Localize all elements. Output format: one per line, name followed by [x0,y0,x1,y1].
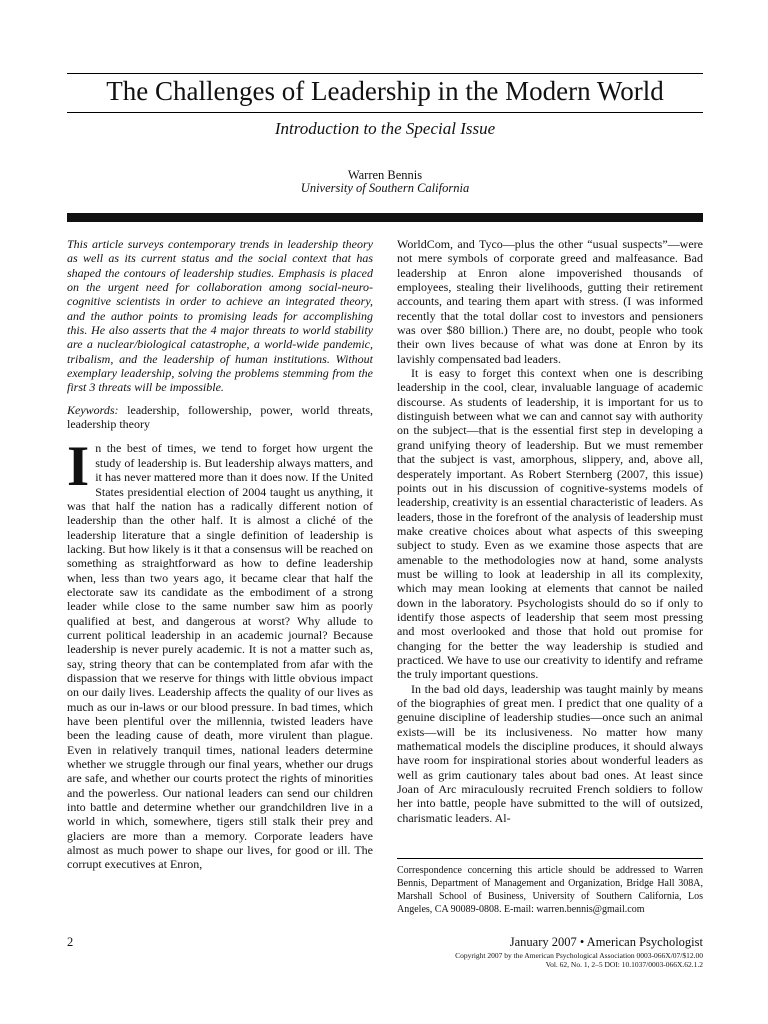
article-subtitle: Introduction to the Special Issue [274,119,496,138]
intro-text: n the best of times, we tend to forget how urgent the study of leadership is. But leadership always matters, and it has never mattered more than it does now. If the United States presidential election of 2004 taught us anything, it was that half the nation has a radically different notion of leadership than the other half. It is almost a cliché of the leadership literature that a single definition of leadership is lacking. But how likely is it that a consensus will be reached on something as straightforward as how to define leadership when, less than two years ago, it became clear that half the electorate saw its candidate as the embodiment of a strong leader while close to the same number saw him as poorly qualified at best, and dangerous at worst? Why allude to current political leadership in an academic journal? Because leadership is never purely academic. It is not a matter such as, say, string theory that can be contemplated from afar with the dispassion that we reserve for things with little obvious impact on our daily lives. Leadership affects the quality of our lives as much as our in-laws or our blood pressure. In bad times, which have been plentiful over the millennia, twisted leaders have been the leading cause of death, more virulent than plague. Even in relatively tranquil times, national leaders determine whether we struggle through our final years, whether our drugs are safe, and whether our courts protect the rights of minorities and the powerless. Our national leaders can send our children into battle and determine whether our grandchildren live in a world in which, somewhere, tigers still stalk their prey and glaciers are more than a memory. Corporate leaders have almost as much power to shape our lives, for good or ill. The corrupt executives at Enron, [67,441,373,872]
left-column [67,237,373,872]
right-column [397,237,703,825]
page-number: 2 [67,935,74,949]
journal-info: January 2007 • American Psychologist [509,935,703,949]
body-paragraph: In the bad old days, leadership was taught mainly by means of the biographies of great men. I predict that one quality of a genuine discipline of leadership studies—once such an animal exists—will be its inclusiveness. No matter how many mathematical models the discipline produces, it should always have room for inspirational stories about wonderful leaders as well as grim cautionary tales about bad ones. At least since Joan of Arc miraculously recruited French soldiers to follow her into battle, people have submitted to the will of outsized, charismatic leaders. Al- [397,681,703,825]
article-title: The Challenges of Leadership in the Modern World [106,76,664,106]
correspondence-footnote: Correspondence concerning this article should be addressed to Warren Bennis, Department of Management and Organization, Bridge Hall 308A, Marshall School of Business, University of Southern California, Los Angeles, CA 90089-0808. E-mail: warren.bennis@gmail.com [397,858,703,916]
body-paragraph: WorldCom, and Tyco—plus the other “usual suspects”—were not mere symbols of corporate greed and malfeasance. Bad leadership at Enron alone impoverished thousands of employees, stealing their livelihoods, gutting their retirement accounts, and tearing them apart with stress. (I was informed recently that the total dollar cost to investors and pensioners was over $80 billion.) There are, no doubt, people who took their own lives because of what was done at Enron by its lavishly compensated bad leaders. [397,237,703,366]
author-name: Warren Bennis [347,168,423,182]
keywords-label: Keywords: [67,402,119,417]
header-divider-bar [67,213,703,222]
copyright-info [455,951,703,969]
doi-line: Vol. 62, No. 1, 2–5 DOI: 10.1037/0003-066X.62.1.2 [545,960,703,969]
body-paragraph: It is easy to forget this context when one is describing leadership in the cool, clear, invaluable language of academic discourse. As students of leadership, it is important for us to distinguish between what we can and cannot say with authority on the subject—that is the essential first step in developing a grand unifying theory of leadership. But we must remember that the subject is vast, amorphous, slippery, and, above all, desperately important. As Robert Sternberg (2007, this issue) points out in his discussion of cognitive-systems models of leadership, creativity is an essential characteristic of leaders. As leaders, those in the forefront of the analysis of leadership must make creative choices about what aspects of this sweeping subject to study. Even as we examine those aspects that are amenable to the methodologies now at hand, some analysts must be willing to look at leadership in all its complexity, which may mean looking at elements that cannot be nailed down in the laboratory. Psychologists should do so if only to identify those aspects of leadership that seem most pressing and most overlooked and those that hold out promise for changing for the better the way leadership is studied and practiced. We have to use our creativity to identify and reframe the truly important questions. [397,366,703,682]
intro-paragraph [67,435,373,872]
keywords [67,403,373,432]
top-rule [67,73,703,74]
abstract: This article surveys contemporary trends in leadership theory as well as its current status and the social context that has shaped the contours of leadership studies. Emphasis is placed on the urgent need for collaboration among social-neuro-cognitive scientists in order to achieve an integrated theory, and the author points to promising leads for accomplishing this. He also asserts that the 4 major threats to world stability are a nuclear/biological catastrophe, a world-wide pandemic, tribalism, and the leadership of human institutions. Without exemplary leadership, solving the problems stemming from the first 3 threats will be impossible. [67,237,373,395]
keywords-text: leadership, followership, power, world threats, leadership theory [67,402,373,432]
drop-cap: I [67,435,90,499]
title-rule [67,112,703,113]
author-affiliation: University of Southern California [300,181,470,195]
copyright-line: Copyright 2007 by the American Psychological Association 0003-066X/07/$12.00 [455,951,703,960]
